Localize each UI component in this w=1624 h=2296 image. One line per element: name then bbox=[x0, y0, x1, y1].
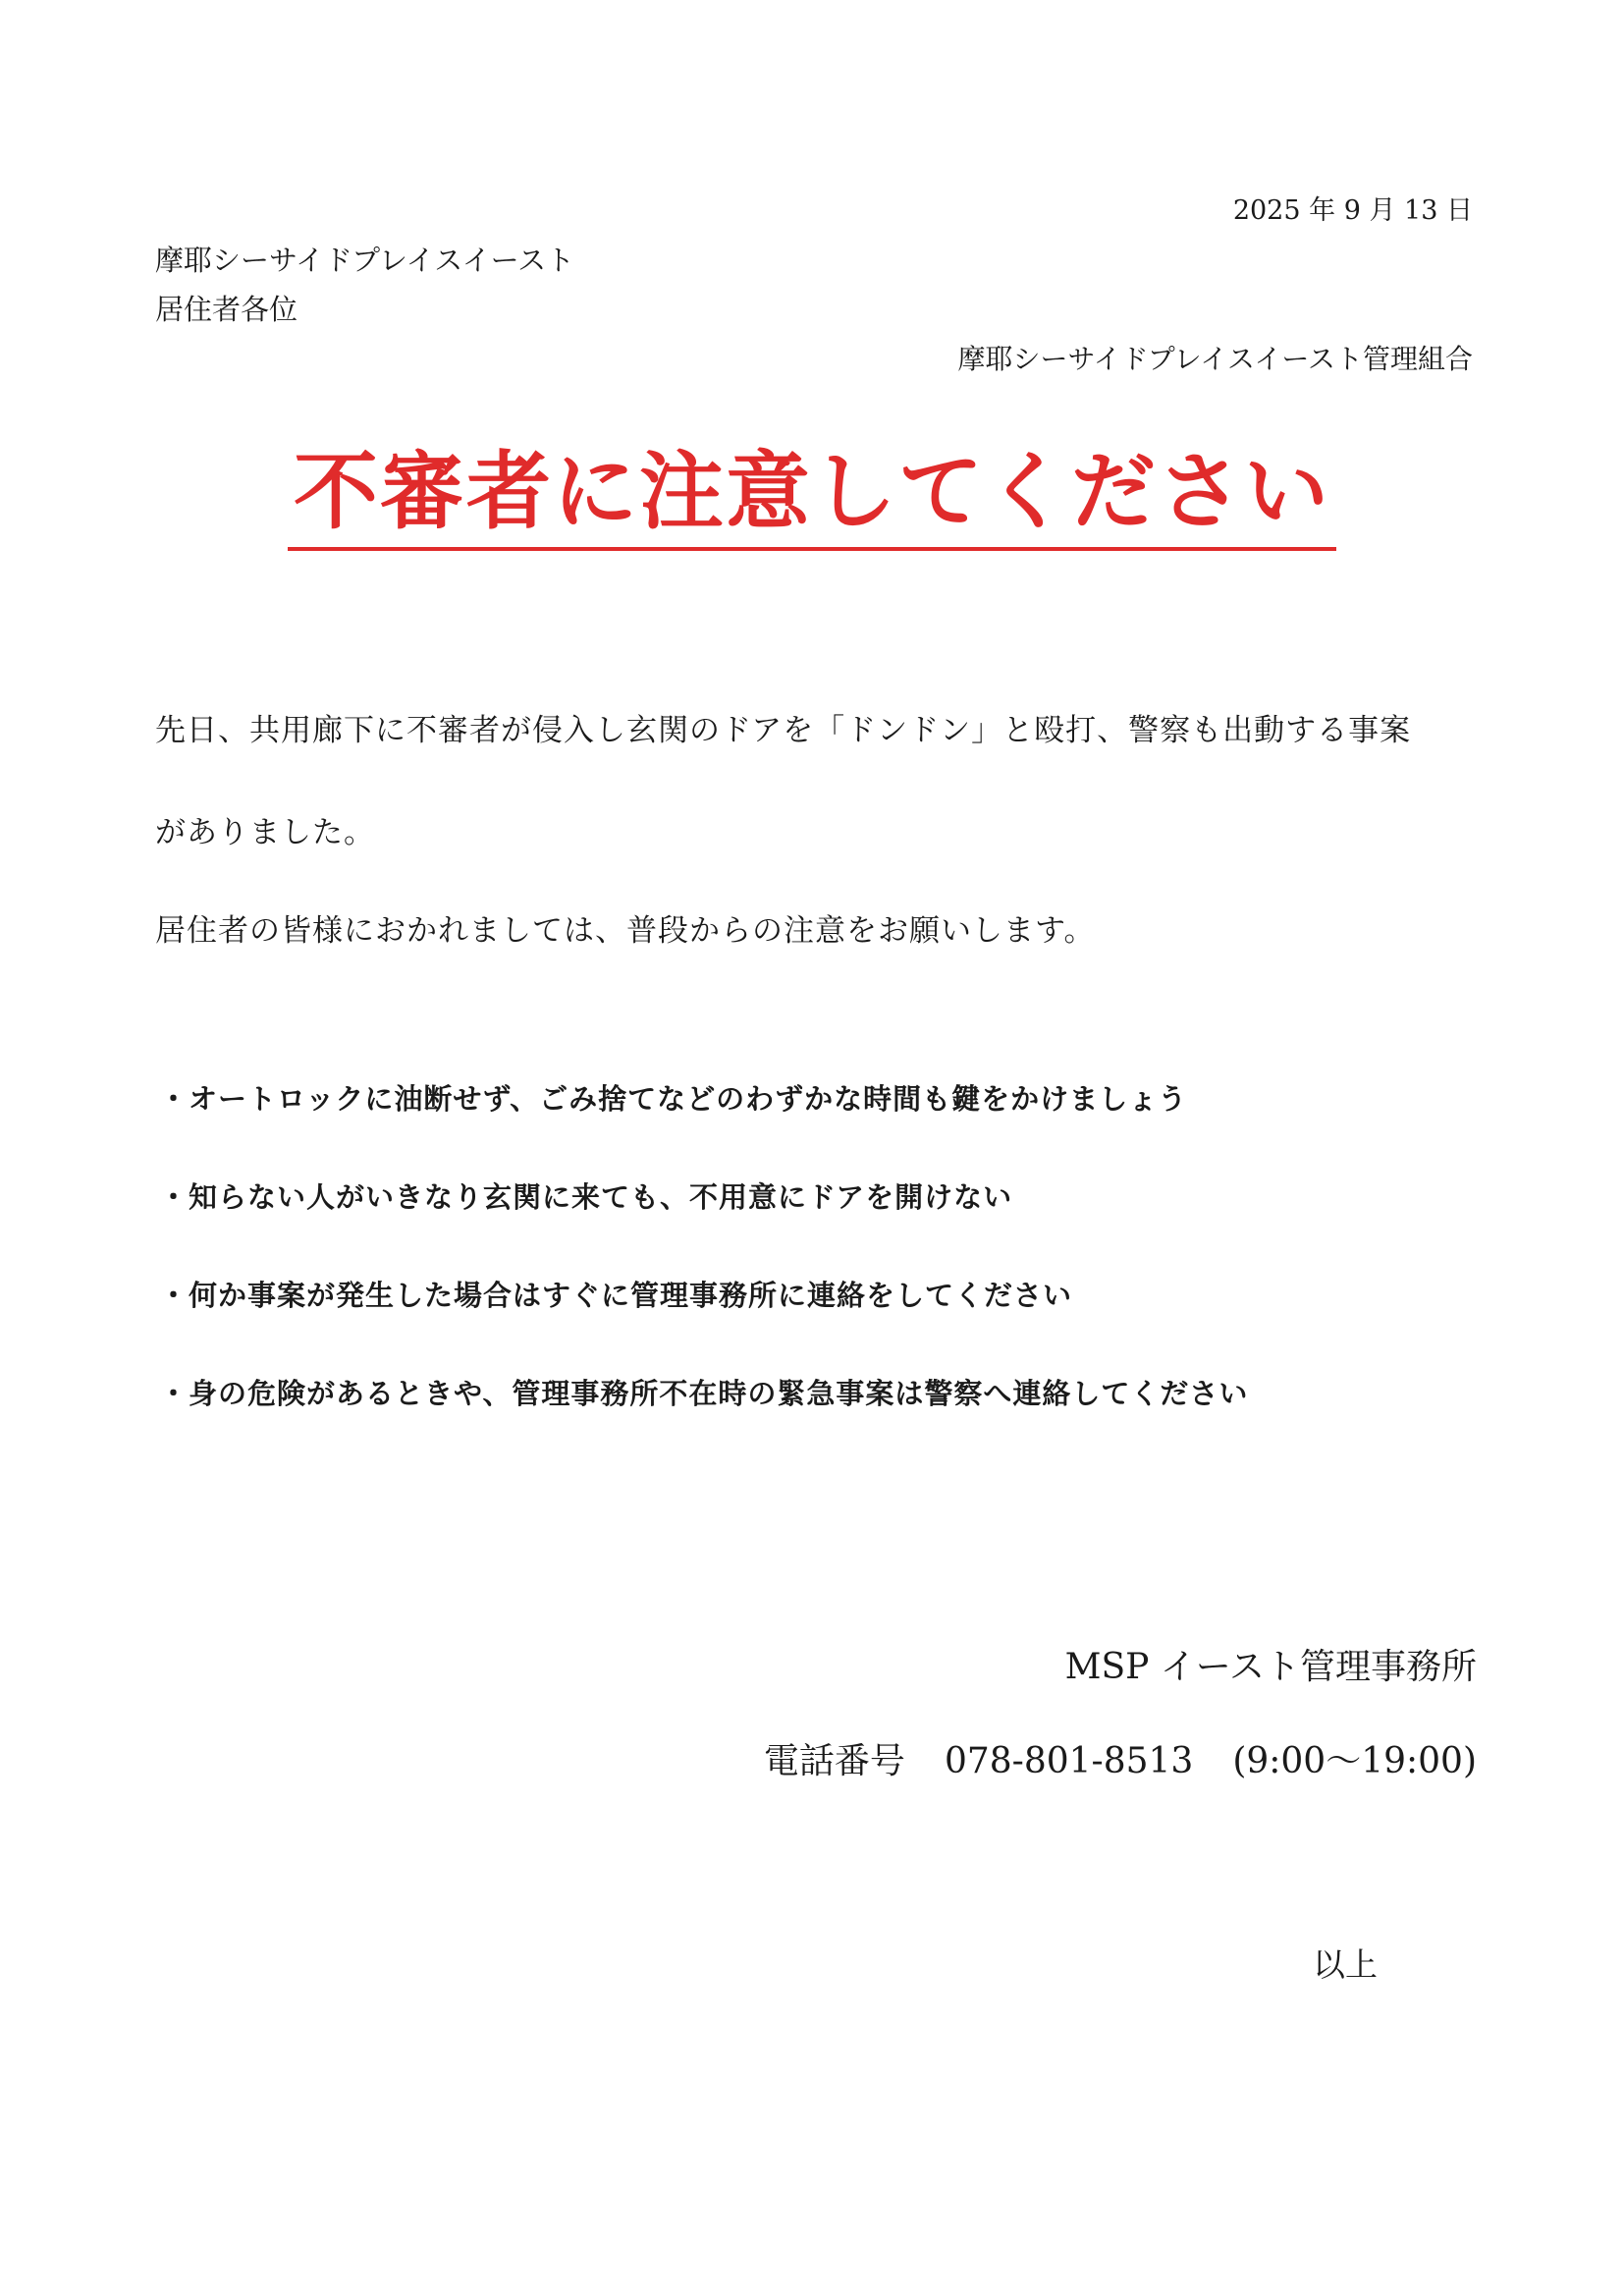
recipient-building: 摩耶シーサイドプレイスイースト bbox=[155, 244, 575, 277]
sender-association: 摩耶シーサイドプレイスイースト管理組合 bbox=[957, 343, 1473, 375]
phone-hours: (9:00～19:00) bbox=[1232, 1741, 1477, 1781]
bullet-item: ・知らない人がいきなり玄関に来ても、不用意にドアを開けない bbox=[159, 1180, 1013, 1214]
body-paragraph-request: 居住者の皆様におかれましては、普段からの注意をお願いします。 bbox=[155, 913, 1096, 949]
phone-line bbox=[764, 1733, 1477, 1783]
bullet-item: ・オートロックに油断せず、ごみ捨てなどのわずかな時間も鍵をかけましょう bbox=[159, 1082, 1188, 1116]
bullet-item: ・何か事案が発生した場合はすぐに管理事務所に連絡をしてください bbox=[159, 1279, 1073, 1312]
phone-label: 電話番号 bbox=[763, 1741, 905, 1781]
document-date: 2025 年 9 月 13 日 bbox=[1232, 195, 1473, 226]
bullet-item: ・身の危険があるときや、管理事務所不在時の緊急事案は警察へ連絡してください bbox=[159, 1377, 1249, 1410]
title-container bbox=[0, 444, 1624, 551]
phone-number: 078-801-8513 bbox=[944, 1741, 1194, 1781]
body-paragraph-line-1: 先日、共用廊下に不審者が侵入し玄関のドアを「ドンドン」と殴打、警察も出動する事案 bbox=[155, 713, 1412, 748]
closing-mark: 以上 bbox=[1313, 1945, 1378, 1984]
recipient-residents: 居住者各位 bbox=[155, 293, 298, 326]
office-name: MSP イースト管理事務所 bbox=[1064, 1647, 1477, 1687]
body-paragraph-line-2: がありました。 bbox=[155, 815, 375, 850]
notice-title: 不審者に注意してください bbox=[288, 444, 1336, 551]
